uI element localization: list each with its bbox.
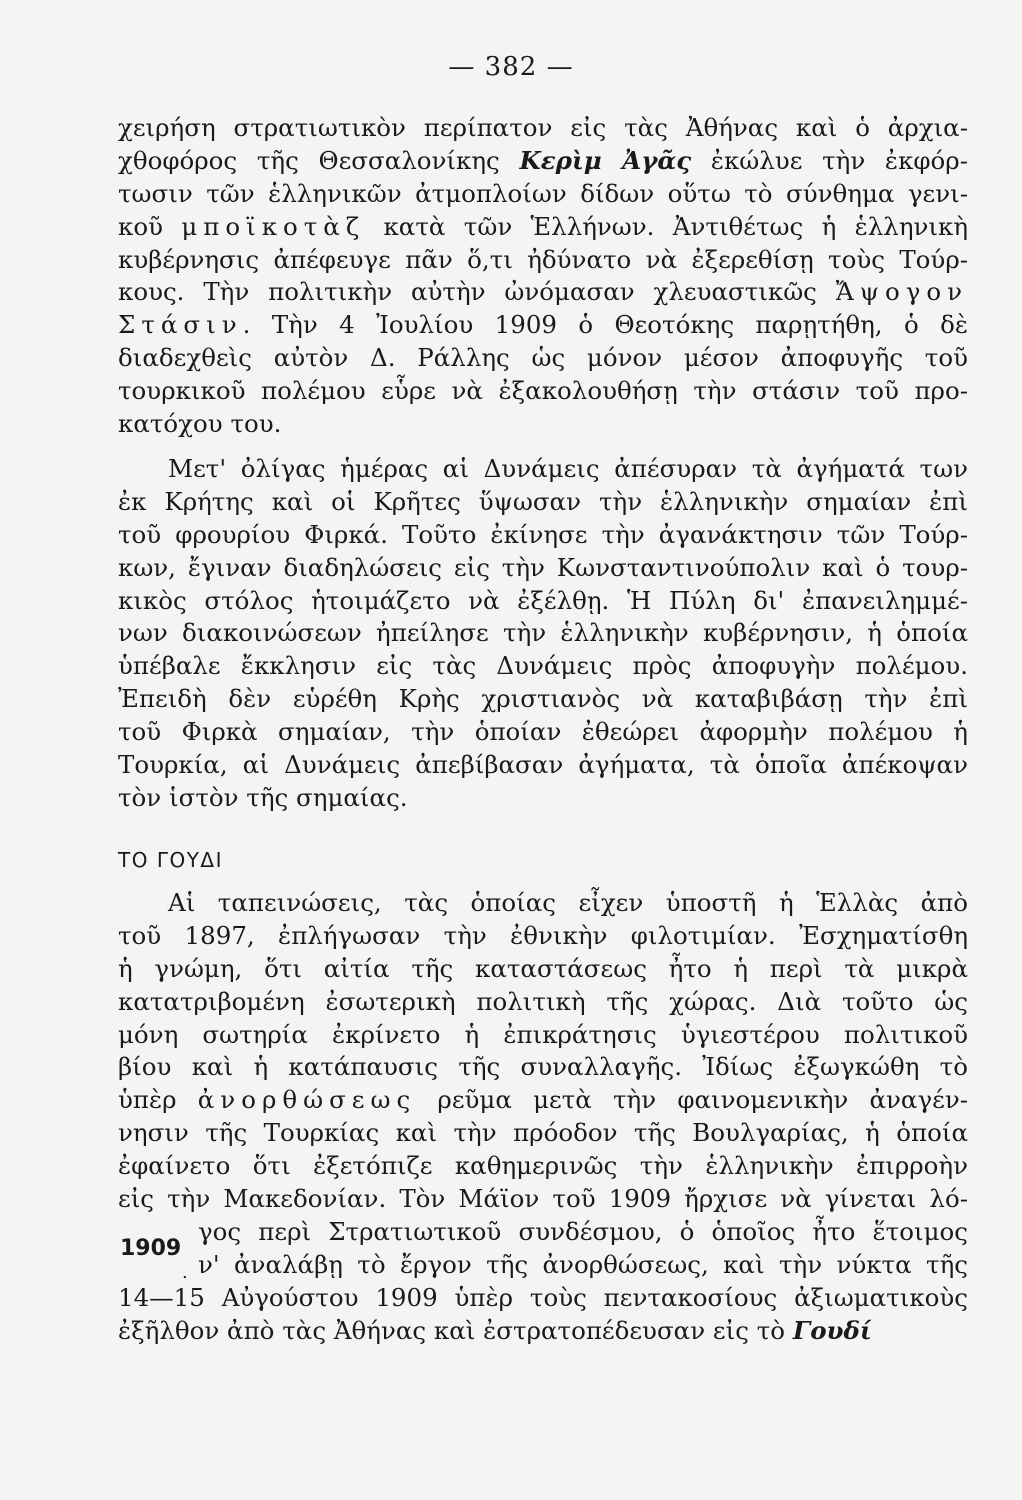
text-segment: κατατριβομένη ἐσωτερικὴ πολιτικὴ τῆς χώρας. Διὰ τοῦτο ὡς — [118, 986, 968, 1016]
text-line — [118, 1282, 968, 1315]
text-segment: ἐξῆλθον ἀπὸ τὰς Ἀθήνας καὶ ἐστρατοπέδευσαν εἰς τὸ — [118, 1315, 793, 1345]
text-line — [118, 1249, 968, 1282]
text-segment: νησιν τῆς Τουρκίας καὶ τὴν πρόοδον τῆς Βουλγαρίας, ἡ ὁποία — [118, 1118, 968, 1148]
text-segment: νων διακοινώσεων ἠπείλησε τὴν ἑλληνικὴν κυβέρνησιν, ἡ ὁποία — [118, 618, 968, 648]
text-segment: κατόχου του. — [118, 409, 282, 439]
emphasized-text: ἀνορθώσεως — [197, 1085, 417, 1115]
text-line — [118, 519, 968, 552]
text-line — [118, 244, 968, 277]
paragraph-2 — [118, 453, 968, 815]
text-segment: κων, ἔγιναν διαδηλώσεις εἰς τὴν Κωνσταντινούπολιν καὶ ὁ τουρ- — [118, 552, 968, 582]
text-segment: μόνη σωτηρία ἐκρίνετο ἡ ἐπικράτησις ὑγιεστέρου πολιτικοῦ — [118, 1019, 968, 1049]
text-segment: . Τὴν 4 Ἰουλίου 1909 ὁ Θεοτόκης παρῃτήθη, ὁ δὲ — [242, 310, 968, 340]
text-segment: Ἐπειδὴ δὲν εὑρέθη Κρὴς χριστιανὸς νὰ καταβιβάσῃ τὴν ἐπὶ — [118, 684, 968, 714]
text-segment: ἐκώλυε τὴν ἐκφόρ- — [691, 145, 968, 175]
text-segment: κικὸς στόλος ἡτοιμάζετο νὰ ἐξέλθῃ. Ἡ Πύλη δι' ἐπανειλημμέ- — [118, 585, 968, 615]
text-line — [118, 1183, 968, 1216]
text-line — [118, 211, 968, 244]
section-heading: ΤΟ ΓΟΥΔΙ — [118, 848, 223, 872]
text-line — [118, 986, 968, 1019]
paragraph-3 — [118, 887, 968, 1347]
emphasized-text: Γουδί — [792, 1315, 872, 1345]
text-segment: ἐκ Κρήτης καὶ οἱ Κρῆτες ὕψωσαν τὴν ἑλληνικὴν σημαίαν ἐπὶ — [118, 486, 968, 516]
text-segment: Αἱ ταπεινώσεις, τὰς ὁποίας εἶχεν ὑποστῆ ἡ Ἑλλὰς ἀπὸ — [168, 888, 968, 917]
text-line — [118, 920, 968, 953]
text-segment: ὑπέβαλε ἔκκλησιν εἰς τὰς Δυνάμεις πρὸς ἀποφυγὴν πολέμου. — [118, 651, 968, 681]
text-line — [118, 716, 968, 749]
text-line — [118, 342, 968, 375]
text-segment: ν' ἀναλάβῃ τὸ ἔργον τῆς ἀνορθώσεως, καὶ τὴν νύκτα τῆς — [198, 1249, 968, 1279]
text-segment: τοῦ φρουρίου Φιρκά. Τοῦτο ἐκίνησε τὴν ἀγανάκτησιν τῶν Τούρ- — [118, 519, 968, 549]
text-segment: ρεῦμα μετὰ τὴν φαινομενικὴν ἀναγέν- — [416, 1085, 968, 1115]
text-segment: Μετ' ὀλίγας ἡμέρας αἱ Δυνάμεις ἀπέσυραν τὰ ἀγήματά των — [168, 454, 968, 483]
text-segment: εἰς τὴν Μακεδονίαν. Τὸν Μάϊον τοῦ 1909 ἤρχισε νὰ γίνεται λό- — [118, 1184, 968, 1214]
text-line — [118, 782, 968, 815]
text-line — [118, 1150, 968, 1183]
text-line — [118, 617, 968, 650]
page-number: — 382 — — [448, 52, 574, 82]
paragraph-1 — [118, 112, 968, 441]
margin-mark: . — [182, 1262, 188, 1283]
text-segment: κατὰ τῶν Ἑλλήνων. Ἀντιθέτως ἡ ἑλληνικὴ — [365, 211, 968, 241]
text-line — [118, 408, 968, 441]
text-line — [118, 1019, 968, 1052]
text-line — [118, 1084, 968, 1117]
text-line — [118, 145, 968, 178]
text-segment: κους. Τὴν πολιτικὴν αὐτὴν ὠνόμασαν χλευαστικῶς — [118, 277, 836, 307]
text-line — [118, 1216, 968, 1249]
text-segment: διαδεχθεὶς αὐτὸν Δ. Ράλλης ὡς μόνον μέσον ἀποφυγῆς τοῦ — [118, 343, 968, 373]
text-segment: Τουρκία, αἱ Δυνάμεις ἀπεβίβασαν ἀγήματα, τὰ ὁποῖα ἀπέκοψαν — [118, 750, 968, 780]
text-segment: χθοφόρος τῆς Θεσσαλονίκης — [118, 145, 520, 175]
text-line — [118, 375, 968, 408]
text-line — [118, 552, 968, 585]
text-segment: ἡ γνώμη, ὅτι αἰτία τῆς καταστάσεως ἦτο ἡ περὶ τὰ μικρὰ — [118, 953, 968, 983]
emphasized-text: Στάσιν — [118, 310, 243, 340]
text-segment: ὑπὲρ — [118, 1085, 198, 1115]
emphasized-text: μποϊκοτὰζ — [181, 211, 366, 241]
text-segment: βίου καὶ ἡ κατάπαυσις τῆς συναλλαγῆς. Ἰδίως ἐξωγκώθη τὸ — [118, 1052, 968, 1082]
text-segment: τοῦ Φιρκὰ σημαίαν, τὴν ὁποίαν ἐθεώρει ἀφορμὴν πολέμου ἡ — [118, 717, 968, 747]
text-segment: τὸν ἱστὸν τῆς σημαίας. — [118, 782, 408, 812]
text-line — [118, 1117, 968, 1150]
text-line — [118, 276, 968, 309]
text-segment: τοῦ 1897, ἐπλήγωσαν τὴν ἐθνικὴν φιλοτιμίαν. Ἐσχηματίσθη — [118, 920, 968, 950]
text-segment: 14—15 Αὐγούστου 1909 ὑπὲρ τοὺς πεντακοσίους ἀξιωματικοὺς — [118, 1282, 968, 1312]
text-segment: γος περὶ Στρατιωτικοῦ συνδέσμου, ὁ ὁποῖος ἦτο ἕτοιμος — [198, 1216, 968, 1246]
text-line — [118, 887, 968, 920]
text-line — [118, 453, 968, 486]
text-line — [118, 112, 968, 145]
text-line — [118, 178, 968, 211]
text-line — [118, 749, 968, 782]
text-segment: τουρκικοῦ πολέμου εὗρε νὰ ἐξακολουθήσῃ τὴν στάσιν τοῦ προ- — [118, 376, 968, 406]
emphasized-text: Ἄψογον — [835, 277, 968, 307]
text-line — [118, 1051, 968, 1084]
text-line — [118, 953, 968, 986]
margin-year-note: 1909 — [120, 1236, 182, 1261]
emphasized-text: Κερὶμ Ἀγᾶς — [519, 145, 692, 175]
text-segment: χειρήση στρατιωτικὸν περίπατον εἰς τὰς Ἀθήνας καὶ ὁ ἀρχια- — [118, 113, 968, 142]
text-line — [118, 1315, 968, 1348]
text-line — [118, 486, 968, 519]
text-line — [118, 683, 968, 716]
text-segment: τωσιν τῶν ἑλληνικῶν ἀτμοπλοίων δίδων οὕτω τὸ σύνθημα γενι- — [118, 178, 968, 208]
text-segment: κοῦ — [118, 211, 182, 241]
text-segment: κυβέρνησις ἀπέφευγε πᾶν ὅ,τι ἠδύνατο νὰ ἐξερεθίσῃ τοὺς Τούρ- — [118, 244, 968, 274]
text-line — [118, 650, 968, 683]
text-line — [118, 309, 968, 342]
text-line — [118, 585, 968, 618]
text-segment: ἐφαίνετο ὅτι ἐξετόπιζε καθημερινῶς τὴν ἑλληνικὴν ἐπιρροὴν — [118, 1151, 968, 1181]
